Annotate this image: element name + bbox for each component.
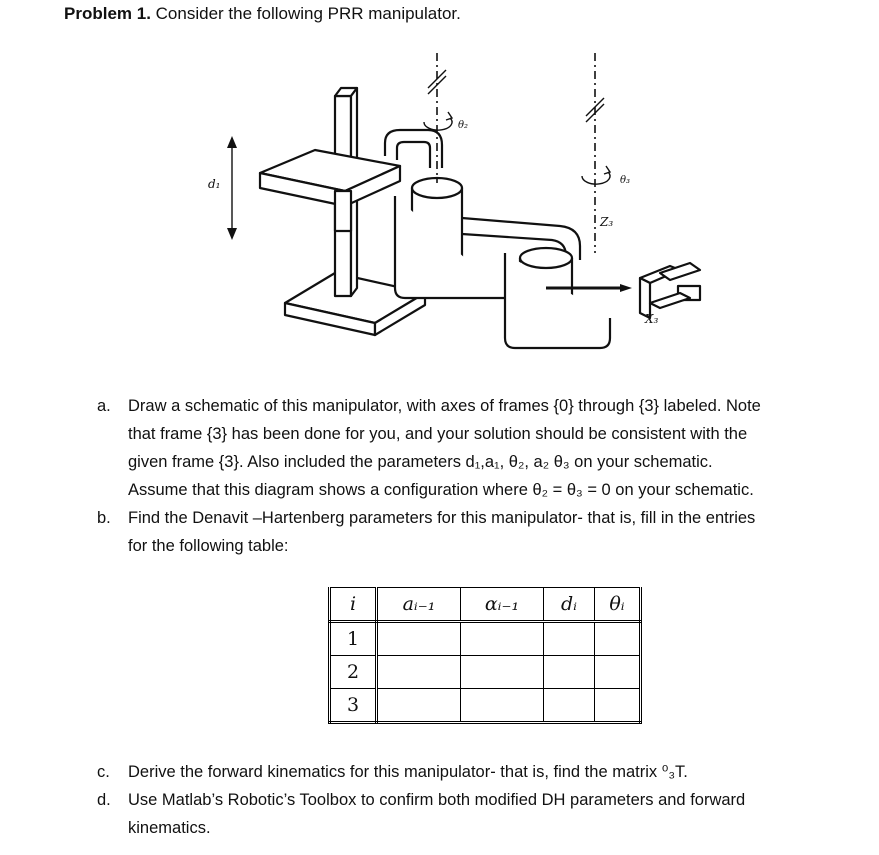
dh-cell[interactable] bbox=[461, 689, 544, 723]
table-row bbox=[330, 622, 641, 656]
item-a-line-4: Assume that this diagram shows a configuration where θ₂ = θ₃ = 0 on your schematic. bbox=[128, 481, 754, 499]
item-a-line-1: Draw a schematic of this manipulator, with axes of frames {0} through {3} labeled. Note bbox=[128, 397, 761, 415]
item-d-line-1: Use Matlab’s Robotic’s Toolbox to confirm both modified DH parameters and forward bbox=[128, 791, 746, 809]
label-z3: Z₃ bbox=[600, 215, 614, 229]
dh-header-a: aᵢ₋₁ bbox=[377, 588, 461, 622]
label-theta2: θ₂ bbox=[458, 120, 469, 131]
dh-cell[interactable] bbox=[461, 656, 544, 689]
table-row bbox=[330, 656, 641, 689]
label-x3: X₃ bbox=[645, 312, 659, 326]
prr-manipulator-figure bbox=[200, 48, 740, 358]
gripper bbox=[640, 263, 700, 318]
dh-cell[interactable] bbox=[544, 622, 595, 656]
dh-header-alpha: αᵢ₋₁ bbox=[461, 588, 544, 622]
label-theta3: θ₃ bbox=[620, 175, 631, 186]
dh-cell[interactable] bbox=[595, 689, 641, 723]
item-c-line-1: Derive the forward kinematics for this manipulator- that is, find the matrix ⁰₃T. bbox=[128, 763, 688, 781]
dh-header-theta: θᵢ bbox=[595, 588, 641, 622]
dh-cell[interactable] bbox=[377, 689, 461, 723]
dh-table-header-row bbox=[330, 588, 641, 622]
item-b-line-2: for the following table: bbox=[128, 537, 289, 555]
item-a-line-2: that frame {3} has been done for you, and your solution should be consistent with the bbox=[128, 425, 748, 443]
dh-cell[interactable] bbox=[461, 622, 544, 656]
sliding-carriage bbox=[260, 150, 400, 231]
problem-number: Problem 1. bbox=[64, 4, 151, 23]
item-d-label: d. bbox=[97, 791, 111, 809]
dh-cell[interactable] bbox=[377, 656, 461, 689]
item-c-label: c. bbox=[97, 763, 110, 781]
table-row bbox=[330, 689, 641, 723]
problem-title bbox=[64, 4, 461, 24]
dh-row-index: 3 bbox=[330, 689, 377, 723]
item-a-line-3: given frame {3}. Also included the parameters d₁,a₁, θ₂, a₂ θ₃ on your schematic. bbox=[128, 453, 713, 471]
item-b-text bbox=[128, 504, 857, 560]
dh-parameter-table bbox=[328, 587, 642, 724]
item-a-text bbox=[128, 392, 857, 504]
joint-3-cylinder bbox=[505, 248, 610, 348]
item-a-label: a. bbox=[97, 397, 111, 415]
item-b bbox=[97, 504, 857, 560]
dh-header-i: i bbox=[330, 588, 377, 622]
item-b-label: b. bbox=[97, 509, 111, 527]
dh-cell[interactable] bbox=[595, 656, 641, 689]
dh-header-d: dᵢ bbox=[544, 588, 595, 622]
problem-statement: Consider the following PRR manipulator. bbox=[155, 4, 461, 23]
item-d bbox=[97, 786, 857, 842]
item-c bbox=[97, 758, 857, 786]
item-c-text bbox=[128, 758, 857, 786]
item-d-line-2: kinematics. bbox=[128, 819, 211, 837]
dh-cell[interactable] bbox=[595, 622, 641, 656]
item-b-line-1: Find the Denavit –Hartenberg parameters for this manipulator- that is, fill in the entries bbox=[128, 509, 756, 527]
dh-cell[interactable] bbox=[544, 656, 595, 689]
dh-row-index: 1 bbox=[330, 622, 377, 656]
dh-row-index: 2 bbox=[330, 656, 377, 689]
dh-cell[interactable] bbox=[544, 689, 595, 723]
dh-cell[interactable] bbox=[377, 622, 461, 656]
label-d1: d₁ bbox=[208, 177, 221, 191]
item-d-text bbox=[128, 786, 857, 842]
item-a bbox=[97, 392, 857, 504]
link-1 bbox=[385, 130, 442, 168]
